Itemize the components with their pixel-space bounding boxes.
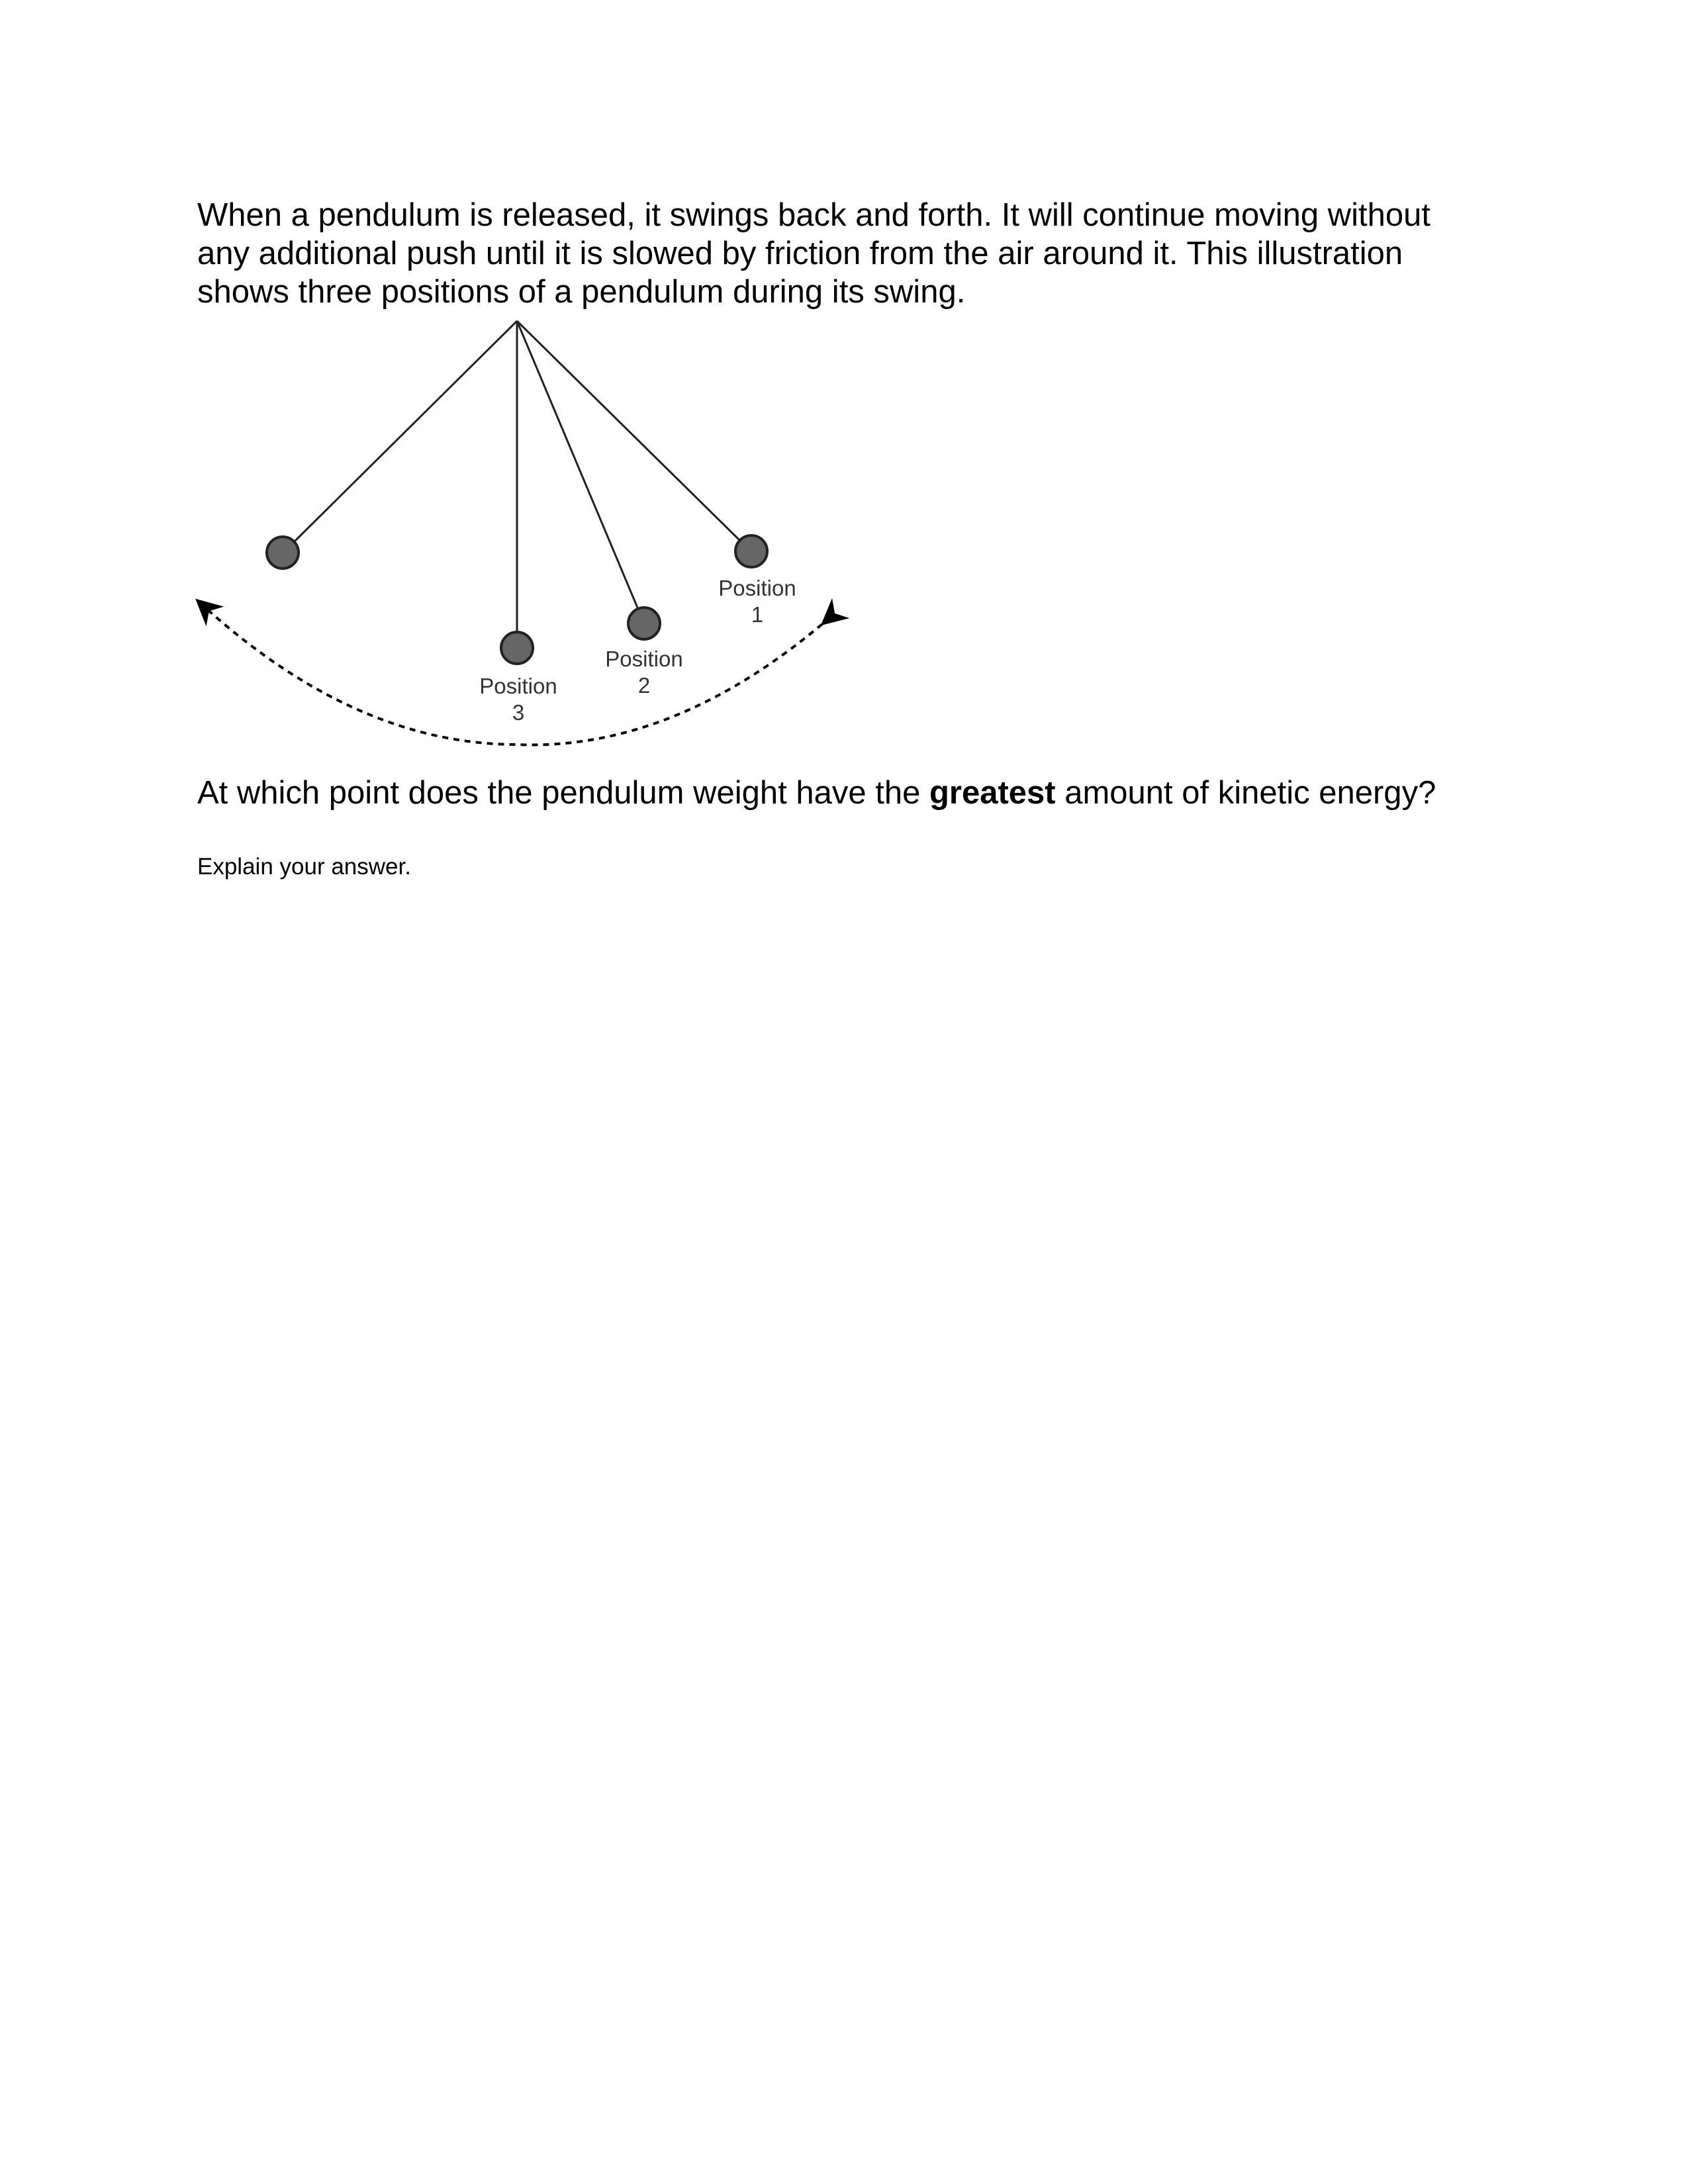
explain-prompt: Explain your answer. xyxy=(197,854,411,880)
label-position2: Position xyxy=(605,647,683,671)
intro-line: When a pendulum is released, it swings back and forth. It will continue moving without xyxy=(197,197,1430,233)
bob-position2 xyxy=(628,608,660,639)
bob-left xyxy=(267,537,299,569)
string-left xyxy=(295,321,517,541)
label-position1-number: 1 xyxy=(751,602,764,627)
intro-line: shows three positions of a pendulum during its swing. xyxy=(197,274,966,310)
bob-position1 xyxy=(735,535,767,567)
pendulum-diagram xyxy=(0,0,1688,794)
label-position3-number: 3 xyxy=(512,700,525,725)
question-text xyxy=(197,774,1436,811)
label-position1: Position xyxy=(718,576,796,600)
intro-line: any additional push until it is slowed by friction from the air around it. This illustration xyxy=(197,236,1403,271)
bob-position3 xyxy=(501,632,533,664)
label-position3: Position xyxy=(479,674,557,698)
question-before: At which point does the pendulum weight have the xyxy=(197,775,929,811)
question-after: amount of kinetic energy? xyxy=(1055,775,1436,811)
string-position1 xyxy=(517,321,739,540)
string-position2 xyxy=(517,321,637,608)
label-position2-number: 2 xyxy=(637,673,651,698)
question-bold: greatest xyxy=(929,775,1056,811)
